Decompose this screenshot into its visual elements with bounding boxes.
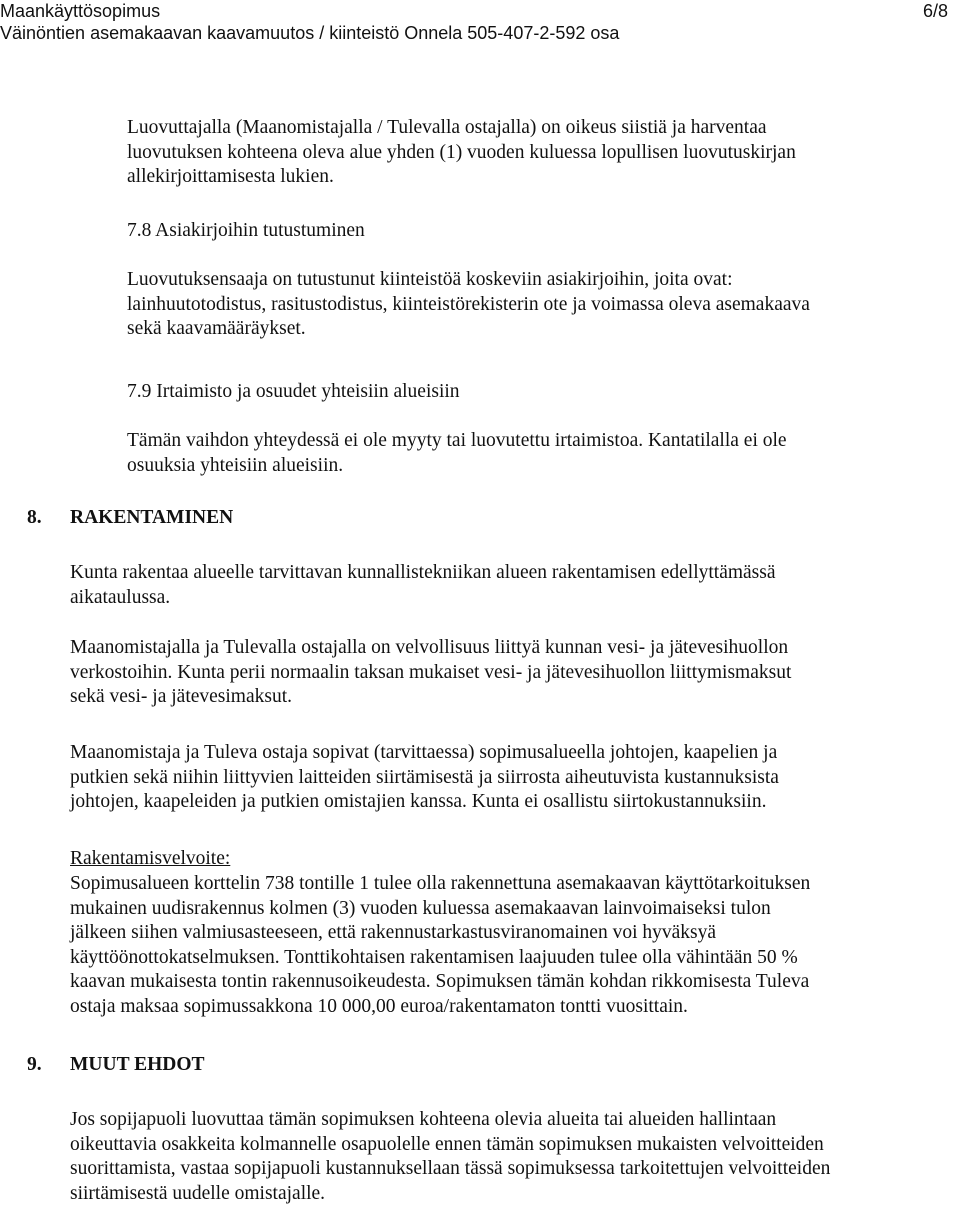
section-7-8-heading: 7.8 Asiakirjoihin tutustuminen bbox=[127, 220, 365, 241]
section-8-paragraph-4: Sopimusalueen korttelin 738 tontille 1 tulee olla rakennettuna asemakaavan käyttötarkoituksen mukainen uudisrakennus kolmen (3) vuoden kuluessa asemakaavan lainvoimaiseksi tulon jälkeen siihen valmiusasteeseen, että rakennustarkastusviranomainen voi hyväksyä käyttöönottokatselmuksen. Tonttikohtaisen rakentamisen laajuuden tulee olla vähintään 50 % kaavan mukaisesta tontin rakennusoikeudesta. Sopimuksen tämän kohdan rikkomisesta Tuleva ostaja maksaa sopimussakkona 10 000,00 euroa/rakentamaton tontti vuosittain. bbox=[70, 873, 811, 1017]
section-8-paragraph-1: Kunta rakentaa alueelle tarvittavan kunnallistekniikan alueen rakentamisen edellyttämässä aikataulussa. bbox=[70, 562, 776, 608]
section-9-number: 9. bbox=[27, 1054, 42, 1075]
document-subtitle: Väinöntien asemakaavan kaavamuutos / kiinteistö Onnela 505-407-2-592 osa bbox=[0, 23, 620, 43]
section-7-9-text: Tämän vaihdon yhteydessä ei ole myyty tai luovutettu irtaimistoa. Kantatilalla ei ole osuuksia yhteisiin alueisiin. bbox=[127, 430, 787, 476]
document-title: Maankäyttösopimus bbox=[0, 1, 161, 21]
section-8-paragraph-2: Maanomistajalla ja Tulevalla ostajalla on velvollisuus liittyä kunnan vesi- ja jätevesihuollon verkostoihin. Kunta perii normaalin taksan mukaiset vesi- ja jätevesihuollon liittymismaksut sekä vesi- ja jätevesimaksut. bbox=[70, 637, 792, 707]
section-9-paragraph-1: Jos sopijapuoli luovuttaa tämän sopimuksen kohteena olevia alueita tai alueiden hallintaan oikeuttavia osakkeita kolmannelle osapuolelle ennen tämän sopimuksen mukaisten velvoitteiden suorittamista, vastaa sopijapuoli kustannuksellaan tässä sopimuksessa tarkoitettujen velvoitteiden siirtämisestä uudelle omistajalle. bbox=[70, 1109, 831, 1204]
rakentamisvelvoite-label: Rakentamisvelvoite: bbox=[70, 848, 231, 869]
section-8-paragraph-3: Maanomistaja ja Tuleva ostaja sopivat (tarvittaessa) sopimusalueella johtojen, kaapelien ja putkien sekä niihin liittyvien laitteiden siirtämisestä ja siirrosta aiheutuvista kustannuksista johtojen, kaapeleiden ja putkien omistajien kanssa. Kunta ei osallistu siirtokustannuksiin. bbox=[70, 742, 779, 812]
section-7-8-text: Luovutuksensaaja on tutustunut kiinteistöä koskeviin asiakirjoihin, joita ovat: lainhuutotodistus, rasitustodistus, kiinteistörekisterin ote ja voimassa oleva asemakaava sekä kaavamääräykset. bbox=[127, 269, 810, 339]
intro-paragraph: Luovuttajalla (Maanomistajalla / Tulevalla ostajalla) on oikeus siistiä ja harventaa luovutuksen kohteena oleva alue yhden (1) vuoden kuluessa lopullisen luovutuskirjan allekirjoittamisesta lukien. bbox=[127, 117, 796, 187]
section-8-number: 8. bbox=[27, 507, 42, 528]
section-9-heading: MUUT EHDOT bbox=[70, 1054, 205, 1075]
page-number: 6/8 bbox=[922, 1, 948, 21]
section-7-9-heading: 7.9 Irtaimisto ja osuudet yhteisiin alueisiin bbox=[127, 381, 460, 402]
section-8-heading: RAKENTAMINEN bbox=[70, 507, 234, 528]
